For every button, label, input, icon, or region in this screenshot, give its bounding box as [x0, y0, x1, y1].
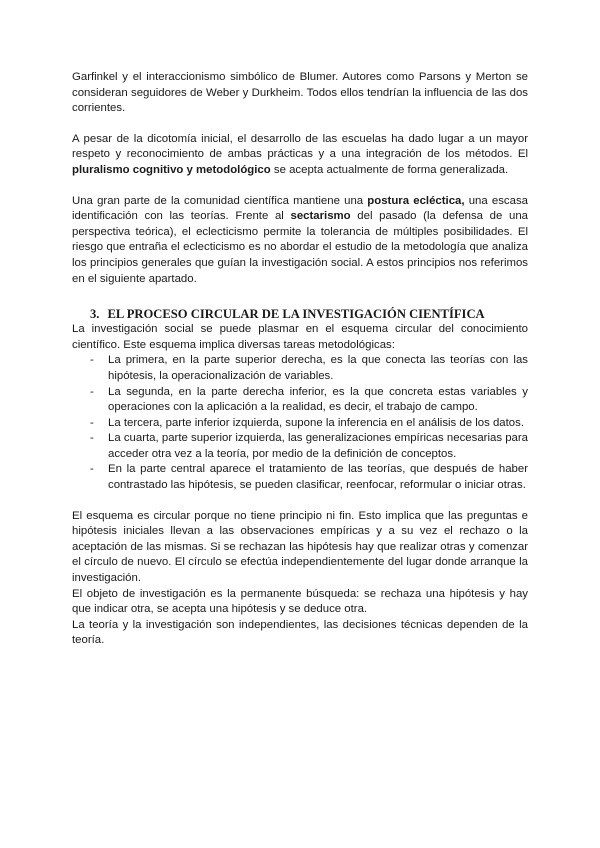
task-list	[72, 353, 528, 493]
text-run: del pasado (la defensa de una perspectiva teórica), el eclecticismo permite la tolerancia de múltiples posibilidades. El riesgo que entraña el eclecticismo es no abordar el estudio de la metodología que analiza los principios generales que guían la investigación social. A estos principios nos referimos en el siguiente apartado.	[72, 210, 528, 285]
section-heading	[72, 306, 528, 322]
section-title: EL PROCESO CIRCULAR DE LA INVESTIGACIÓN CIENTÍFICA	[107, 307, 485, 322]
spacer	[72, 494, 528, 509]
document-page	[72, 70, 528, 649]
text-run: se acepta actualmente de forma generalizada.	[270, 163, 509, 176]
text-run: A pesar de la dicotomía inicial, el desarrollo de las escuelas ha dado lugar a un mayor respeto y reconocimiento de ambas prácticas y a una integración de los métodos. El	[72, 132, 528, 161]
text-run: Una gran parte de la comunidad científica mantiene una	[72, 194, 368, 207]
bold-term-eclectic: postura ecléctica,	[367, 194, 465, 207]
paragraph-circular: El esquema es circular porque no tiene principio ni fin. Esto implica que las preguntas e hipótesis iniciales llevan a las observaciones empíricas y a su vez el rechazo o la aceptación de las mismas. Si se rechazan las hipótesis hay que realizar otras y comenzar el círculo de nuevo. El círculo se efectúa independientemente del lugar donde arranque la investigación.	[72, 509, 528, 585]
paragraph-schools: Garfinkel y el interaccionismo simbólico de Blumer. Autores como Parsons y Merton se consideran seguidores de Weber y Durkheim. Todos ellos tendrían la influencia de las dos corrientes.	[72, 71, 528, 115]
paragraph-search: El objeto de investigación es la permanente búsqueda: se rechaza una hipótesis y hay que indicar otra, se acepta una hipótesis y se deduce otra.	[72, 587, 528, 616]
spacer	[72, 287, 528, 306]
paragraph-pluralism	[72, 132, 528, 179]
text-run: una escasa identificación con las teorías. Frente al	[72, 194, 528, 223]
list-item: - La tercera, parte inferior izquierda, supone la inferencia en el análisis de los datos.	[72, 416, 528, 432]
list-item: - La primera, en la parte superior derecha, es la que conecta las teorías con las hipótesis, la operacionalización de variables.	[72, 353, 528, 384]
spacer	[72, 179, 528, 194]
list-item: - En la parte central aparece el tratamiento de las teorías, que después de haber contrastado las hipótesis, se pueden clasificar, reenfocar, reformular o iniciar otras.	[72, 462, 528, 493]
bold-term-pluralism: pluralismo cognitivo y metodológico	[72, 163, 271, 176]
paragraph-eclecticism	[72, 194, 528, 288]
section-number: 3.	[90, 307, 100, 322]
list-item: - La cuarta, parte superior izquierda, las generalizaciones empíricas necesarias para acceder otra vez a la teoría, por medio de la definición de conceptos.	[72, 431, 528, 462]
list-item: - La segunda, en la parte derecha inferior, es la que concreta estas variables y operaciones con la aplicación a la realidad, es decir, el trabajo de campo.	[72, 385, 528, 416]
bold-term-sectarianism: sectarismo	[290, 210, 351, 223]
spacer	[72, 117, 528, 132]
paragraph-intro: La investigación social se puede plasmar en el esquema circular del conocimiento científico. Este esquema implica diversas tareas metodológicas:	[72, 323, 528, 351]
paragraph-theory: La teoría y la investigación son independientes, las decisiones técnicas dependen de la teoría.	[72, 618, 528, 647]
